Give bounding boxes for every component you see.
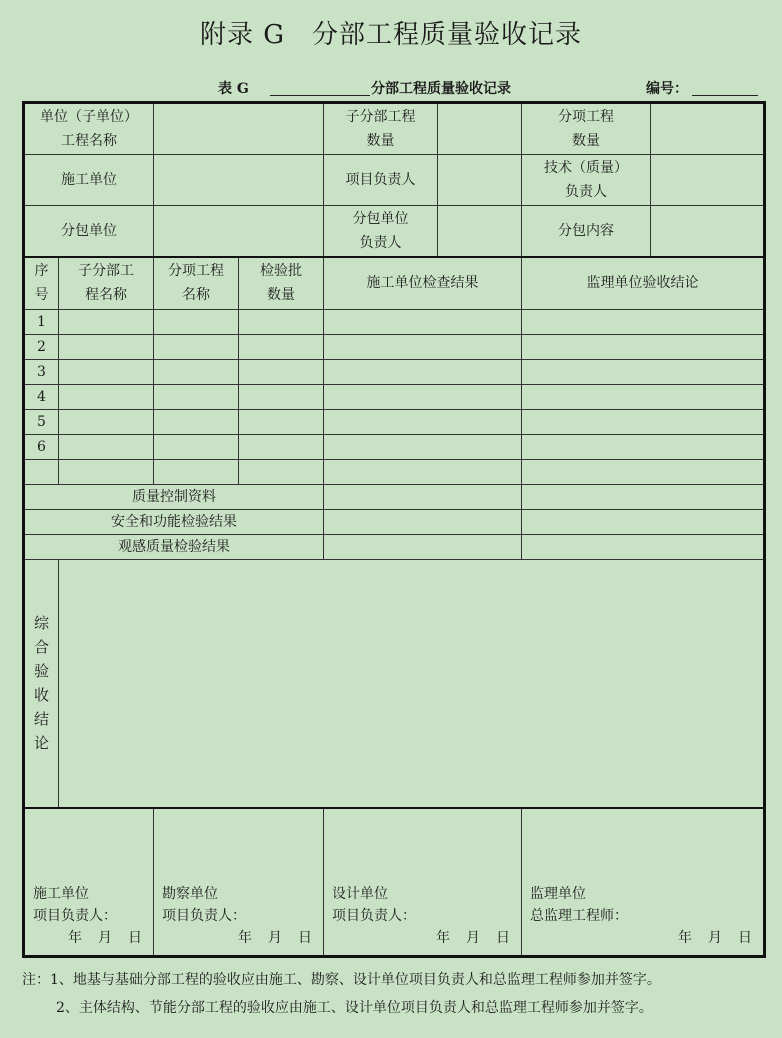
cell[interactable] bbox=[239, 310, 324, 335]
sub-manager-label bbox=[324, 206, 438, 257]
tech-manager-label bbox=[522, 155, 651, 206]
cell[interactable] bbox=[59, 435, 154, 460]
seq-header bbox=[24, 257, 59, 310]
label-line: 负责人 bbox=[565, 184, 607, 200]
cell[interactable] bbox=[239, 435, 324, 460]
sub-content-label: 分包内容 bbox=[522, 206, 651, 257]
cell[interactable] bbox=[522, 310, 765, 335]
signature-unit: 设计单位 bbox=[332, 886, 388, 902]
row-number: 2 bbox=[24, 335, 59, 360]
char: 验 bbox=[34, 662, 50, 681]
char: 结 bbox=[34, 710, 50, 729]
char: 论 bbox=[34, 734, 50, 753]
signature-survey[interactable] bbox=[154, 808, 324, 957]
row-number: 5 bbox=[24, 410, 59, 435]
cell[interactable] bbox=[522, 510, 765, 535]
label-line: 子分部工 bbox=[78, 263, 134, 280]
signature-unit: 勘察单位 bbox=[162, 886, 218, 902]
info-row-1 bbox=[24, 103, 765, 155]
footnotes bbox=[22, 966, 772, 1022]
table-row bbox=[24, 335, 765, 360]
signature-design[interactable] bbox=[324, 808, 522, 957]
cell[interactable] bbox=[324, 535, 522, 560]
cell[interactable] bbox=[59, 310, 154, 335]
cell[interactable] bbox=[154, 360, 239, 385]
cell[interactable] bbox=[154, 460, 239, 485]
cell[interactable] bbox=[522, 385, 765, 410]
cell[interactable] bbox=[59, 360, 154, 385]
cell[interactable] bbox=[324, 435, 522, 460]
conclusion-field[interactable] bbox=[59, 560, 765, 808]
unit-name-field[interactable] bbox=[154, 103, 324, 155]
cell[interactable] bbox=[59, 385, 154, 410]
label-line: 分项工程 bbox=[558, 109, 614, 125]
row-number: 1 bbox=[24, 310, 59, 335]
sub-count-label bbox=[324, 103, 438, 155]
project-blank-line[interactable] bbox=[270, 95, 370, 96]
label-line: 序 bbox=[34, 263, 49, 280]
label-line: 子分部工程 bbox=[345, 109, 416, 125]
signature-unit: 监理单位 bbox=[530, 886, 586, 902]
cell[interactable] bbox=[522, 535, 765, 560]
label-line: 数量 bbox=[267, 287, 295, 304]
item-count-label bbox=[522, 103, 651, 155]
form-name: 分部工程质量验收记录 bbox=[371, 81, 511, 97]
page-title: 附录 G 分部工程质量验收记录 bbox=[199, 20, 583, 50]
label-line: 数量 bbox=[366, 133, 395, 149]
cell[interactable] bbox=[522, 335, 765, 360]
cell[interactable] bbox=[59, 335, 154, 360]
signature-construction[interactable] bbox=[24, 808, 154, 957]
item-name-header bbox=[154, 257, 239, 310]
signature-role: 项目负责人： bbox=[33, 908, 117, 924]
label-line: 技术（质量） bbox=[544, 160, 628, 176]
table-row bbox=[24, 385, 765, 410]
cell[interactable] bbox=[154, 385, 239, 410]
appearance-quality-label: 观感质量检验结果 bbox=[24, 535, 324, 560]
cell[interactable] bbox=[239, 385, 324, 410]
cell[interactable] bbox=[324, 485, 522, 510]
tech-manager-field[interactable] bbox=[651, 155, 765, 206]
table-row bbox=[24, 360, 765, 385]
number-blank-line[interactable] bbox=[692, 95, 758, 96]
sub-manager-field[interactable] bbox=[438, 206, 522, 257]
number-label: 编号： bbox=[646, 81, 688, 97]
signature-supervision[interactable] bbox=[522, 808, 765, 957]
header-row bbox=[24, 257, 765, 310]
cell[interactable] bbox=[239, 335, 324, 360]
table-row bbox=[24, 310, 765, 335]
label-line: 单位（子单位） bbox=[40, 109, 138, 125]
cell[interactable] bbox=[154, 310, 239, 335]
construction-unit-label: 施工单位 bbox=[24, 155, 154, 206]
cell[interactable] bbox=[154, 410, 239, 435]
signature-unit: 施工单位 bbox=[33, 886, 89, 902]
table-row bbox=[24, 410, 765, 435]
supervision-header: 监理单位验收结论 bbox=[522, 257, 765, 310]
table-code: 表 G bbox=[218, 81, 249, 97]
label-line: 程名称 bbox=[85, 287, 127, 304]
label-line: 负责人 bbox=[359, 234, 402, 251]
cell[interactable] bbox=[324, 335, 522, 360]
safety-function-row bbox=[24, 510, 765, 535]
cell[interactable] bbox=[324, 510, 522, 535]
note-1: 注：1、地基与基础分部工程的验收应由施工、勘察、设计单位项目负责人和总监理工程师参加并签字。 bbox=[22, 972, 661, 988]
info-row-3 bbox=[24, 206, 765, 257]
label-line: 名称 bbox=[182, 287, 210, 304]
signature-date: 年 月 日 bbox=[68, 930, 143, 946]
quality-control-label: 质量控制资料 bbox=[24, 485, 324, 510]
conclusion-vertical-text bbox=[34, 611, 49, 755]
label-line: 工程名称 bbox=[61, 133, 117, 149]
project-manager-field[interactable] bbox=[438, 155, 522, 206]
cell[interactable] bbox=[522, 485, 765, 510]
unit-name-label bbox=[24, 103, 154, 155]
cell[interactable] bbox=[59, 460, 154, 485]
row-number: 4 bbox=[24, 385, 59, 410]
cell[interactable] bbox=[59, 410, 154, 435]
label-line: 分项工程 bbox=[168, 263, 224, 280]
info-row-2 bbox=[24, 155, 765, 206]
signature-role: 项目负责人： bbox=[162, 908, 246, 924]
quality-control-row bbox=[24, 485, 765, 510]
table-row bbox=[24, 460, 765, 485]
label-line: 数量 bbox=[572, 133, 600, 149]
cell[interactable] bbox=[239, 460, 324, 485]
project-manager-label: 项目负责人 bbox=[324, 155, 438, 206]
char: 合 bbox=[34, 638, 50, 657]
sub-name-header bbox=[59, 257, 154, 310]
conclusion-label bbox=[24, 560, 59, 808]
conclusion-row bbox=[24, 560, 765, 808]
cell[interactable] bbox=[324, 360, 522, 385]
signature-role: 总监理工程师： bbox=[530, 908, 628, 924]
cell[interactable] bbox=[522, 435, 765, 460]
row-number: 6 bbox=[24, 435, 59, 460]
sub-content-field[interactable] bbox=[651, 206, 765, 257]
label-line: 号 bbox=[34, 287, 49, 304]
cell[interactable] bbox=[154, 435, 239, 460]
table-row bbox=[24, 435, 765, 460]
check-result-header: 施工单位检查结果 bbox=[324, 257, 522, 310]
signature-row bbox=[24, 808, 765, 957]
signature-role: 项目负责人： bbox=[332, 908, 416, 924]
label-line: 检验批 bbox=[260, 263, 302, 280]
char: 收 bbox=[34, 686, 50, 705]
acceptance-table bbox=[22, 101, 766, 958]
batch-count-header bbox=[239, 257, 324, 310]
cell[interactable] bbox=[154, 335, 239, 360]
char: 综 bbox=[34, 614, 50, 633]
item-count-field[interactable] bbox=[651, 103, 765, 155]
safety-function-label: 安全和功能检验结果 bbox=[24, 510, 324, 535]
subcontractor-field[interactable] bbox=[154, 206, 324, 257]
signature-date: 年 月 日 bbox=[436, 930, 511, 946]
cell[interactable] bbox=[239, 410, 324, 435]
label-line: 分包单位 bbox=[352, 210, 409, 227]
subcontractor-label: 分包单位 bbox=[24, 206, 154, 257]
construction-unit-field[interactable] bbox=[154, 155, 324, 206]
cell[interactable] bbox=[324, 460, 522, 485]
signature-date: 年 月 日 bbox=[238, 930, 313, 946]
form-subheader bbox=[0, 78, 782, 100]
row-number: 3 bbox=[24, 360, 59, 385]
cell[interactable] bbox=[522, 460, 765, 485]
cell[interactable] bbox=[324, 410, 522, 435]
cell[interactable] bbox=[522, 360, 765, 385]
cell[interactable] bbox=[522, 410, 765, 435]
note-2: 2、主体结构、节能分部工程的验收应由施工、设计单位项目负责人和总监理工程师参加并签字。 bbox=[56, 1000, 653, 1016]
cell[interactable] bbox=[239, 360, 324, 385]
signature-date: 年 月 日 bbox=[678, 930, 753, 946]
cell[interactable] bbox=[324, 310, 522, 335]
sub-count-field[interactable] bbox=[438, 103, 522, 155]
cell[interactable] bbox=[324, 385, 522, 410]
appearance-quality-row bbox=[24, 535, 765, 560]
row-number bbox=[24, 460, 59, 485]
